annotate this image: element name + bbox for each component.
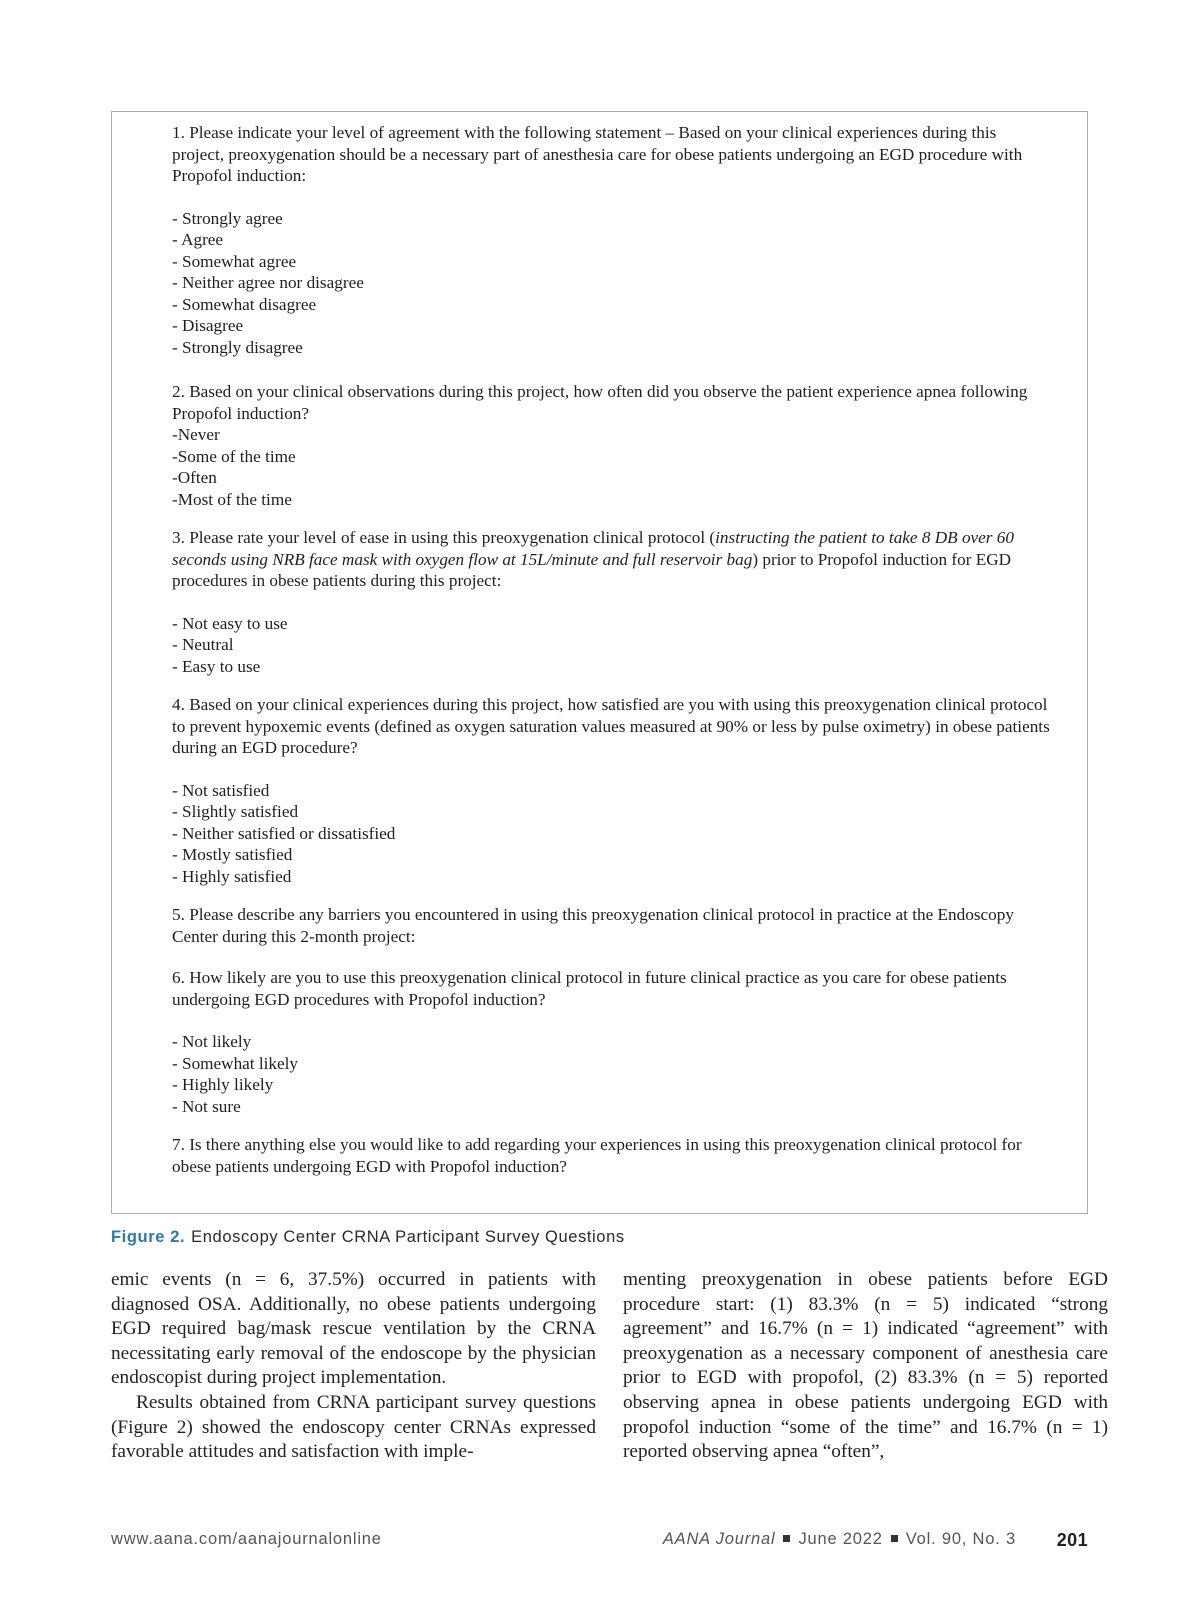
option-item: - Agree	[172, 230, 224, 249]
option-item: - Highly satisfied	[172, 866, 292, 886]
question-1-options	[172, 208, 1052, 359]
option-item: - Mostly satisfied	[172, 845, 293, 864]
option-item: - Slightly satisfied	[172, 802, 299, 821]
question-3-text-start: 3. Please rate your level of ease in using this preoxygenation clinical protocol (	[172, 528, 716, 547]
question-3-options	[172, 613, 1052, 678]
option-item: - Somewhat likely	[172, 1053, 299, 1073]
body-paragraph: Results obtained from CRNA participant survey questions (Figure 2) showed the endoscopy center CRNAs expressed favorable attitudes and satisfaction with imple-	[111, 1391, 596, 1463]
question-4-text: 4. Based on your clinical experiences during this project, how satisfied are you with using this preoxygenation clinical protocol to prevent hypoxemic events (defined as oxygen saturation values measured at 90% or less by pulse oximetry) in obese patients during an EGD procedure?	[172, 695, 1050, 757]
journal-url[interactable]: www.aana.com/aanajournalonline	[111, 1530, 382, 1548]
option-item: -Most of the time	[172, 489, 292, 509]
figure-caption	[111, 1228, 625, 1247]
figure-caption-text: Endoscopy Center CRNA Participant Survey Questions	[191, 1228, 625, 1246]
option-item: - Easy to use	[172, 656, 261, 676]
question-3-text	[172, 527, 1052, 592]
journal-name: AANA Journal	[662, 1530, 776, 1548]
option-item: - Not easy to use	[172, 613, 288, 633]
separator-square-icon	[891, 1535, 898, 1542]
body-paragraph: menting preoxygenation in obese patients before EGD procedure start: (1) 83.3% (n = 5) indicated “strong agreement” and 16.7% (n = 1) indicated “agreement” with preoxygenation as a necessary component of anesthesia care prior to EGD with propofol, (2) 83.3% (n = 5) reported observing apnea in obese patients undergoing EGD with propofol induction “some of the time” and 16.7% (n = 1) reported observing apnea “often”,	[623, 1269, 1108, 1463]
option-item: - Neither satisfied or dissatisfied	[172, 823, 396, 843]
question-5-text: 5. Please describe any barriers you encountered in using this preoxygenation clinical protocol in practice at the Endoscopy Center during this 2-month project:	[172, 905, 1014, 946]
option-item: - Highly likely	[172, 1075, 274, 1094]
body-column-right	[623, 1268, 1108, 1465]
issue-date: June 2022	[798, 1530, 883, 1548]
survey-question-1	[172, 122, 1052, 358]
option-item: - Somewhat disagree	[172, 294, 317, 314]
survey-question-7	[172, 1134, 1052, 1177]
question-2-text: 2. Based on your clinical observations during this project, how often did you observe the patient experience apnea following Propofol induction?	[172, 382, 1028, 423]
survey-question-3	[172, 527, 1052, 677]
question-2-options	[172, 424, 1052, 510]
option-item: - Somewhat agree	[172, 251, 297, 271]
option-item: - Not satisfied	[172, 780, 270, 800]
question-6-text: 6. How likely are you to use this preoxygenation clinical protocol in future clinical practice as you care for obese patients undergoing EGD procedures with Propofol induction?	[172, 968, 1007, 1009]
option-item: -Never	[172, 425, 220, 444]
question-4-options	[172, 780, 1052, 888]
option-item: -Some of the time	[172, 446, 296, 466]
body-column-left	[111, 1268, 596, 1465]
question-6-options	[172, 1031, 1052, 1117]
option-item: - Disagree	[172, 316, 244, 335]
body-paragraph: emic events (n = 6, 37.5%) occurred in patients with diagnosed OSA. Additionally, no obese patients undergoing EGD required bag/mask rescue ventilation by the CRNA necessitating early removal of the endoscope by the physician endoscopist during project implementation.	[111, 1269, 596, 1389]
question-3-text-italic: instructing the patient to take 8 DB over 60 seconds using NRB face mask with oxygen flow at 15L/minute and full reservoir bag	[172, 528, 1014, 569]
survey-question-6	[172, 967, 1052, 1117]
survey-question-5	[172, 904, 1052, 947]
question-1-text: 1. Please indicate your level of agreement with the following statement – Based on your clinical experiences during this project, preoxygenation should be a necessary part of anesthesia care for obese patients undergoing an EGD procedure with Propofol induction:	[172, 123, 1023, 185]
page-footer	[111, 1530, 1088, 1554]
journal-citation	[663, 1530, 1016, 1549]
issue-volume: Vol. 90, No. 3	[905, 1530, 1016, 1548]
separator-square-icon	[783, 1535, 790, 1542]
survey-question-2	[172, 381, 1052, 510]
option-item: - Strongly disagree	[172, 337, 303, 357]
option-item: - Not sure	[172, 1096, 241, 1116]
option-item: -Often	[172, 468, 217, 487]
option-item: - Not likely	[172, 1032, 252, 1051]
survey-question-4	[172, 694, 1052, 887]
option-item: - Neutral	[172, 635, 234, 654]
option-item: - Strongly agree	[172, 208, 283, 228]
page-number: 201	[1056, 1530, 1088, 1550]
option-item: - Neither agree nor disagree	[172, 273, 364, 292]
figure-label: Figure 2.	[111, 1228, 186, 1246]
question-3-text-end: ) prior to Propofol induction for EGD procedures in obese patients during this project:	[172, 549, 1012, 590]
question-7-text: 7. Is there anything else you would like to add regarding your experiences in using this preoxygenation clinical protocol for obese patients undergoing EGD with Propofol induction?	[172, 1135, 1022, 1176]
